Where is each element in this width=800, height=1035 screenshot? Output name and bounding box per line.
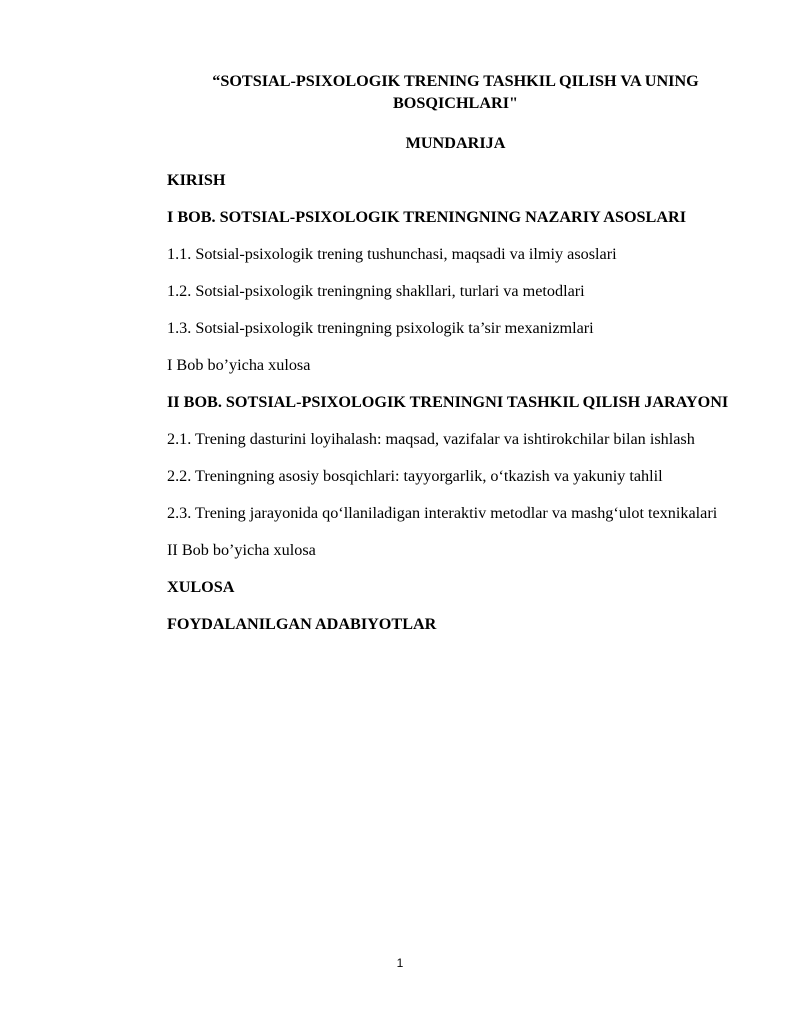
toc-entry-kirish: KIRISH: [167, 171, 226, 189]
toc-entry-chapter-2-summary: II Bob bo’yicha xulosa: [167, 541, 316, 559]
document-content: [111, 70, 744, 650]
contents-heading: MUNDARIJA: [405, 134, 506, 152]
toc-entry-references: FOYDALANILGAN ADABIYOTLAR: [167, 615, 437, 633]
toc-entry-1-3: 1.3. Sotsial-psixologik treningning psixologik ta’sir mexanizmlari: [167, 319, 594, 337]
toc-entry-2-1: 2.1. Trening dasturini loyihalash: maqsad, vazifalar va ishtirokchilar bilan ishlash: [167, 430, 695, 448]
toc-entry-1-2: 1.2. Sotsial-psixologik treningning shakllari, turlari va metodlari: [167, 282, 585, 300]
toc-entry-chapter-2: II BOB. SOTSIAL-PSIXOLOGIK TRENINGNI TASHKIL QILISH JARAYONI: [167, 393, 729, 411]
toc-entry-2-2: 2.2. Treningning asosiy bosqichlari: tayyorgarlik, o‘tkazish va yakuniy tahlil: [167, 467, 663, 485]
toc-entry-1-1: 1.1. Sotsial-psixologik trening tushunchasi, maqsadi va ilmiy asoslari: [167, 245, 617, 263]
toc-entry-xulosa: XULOSA: [167, 578, 235, 596]
document-title: “SOTSIAL-PSIXOLOGIK TRENING TASHKIL QILISH VA UNING BOSQICHLARI": [212, 72, 699, 112]
toc-entry-2-3: 2.3. Trening jarayonida qo‘llaniladigan interaktiv metodlar va mashg‘ulot texnikalari: [167, 504, 718, 522]
page-number: 1: [396, 956, 404, 970]
toc-entry-chapter-1-summary: I Bob bo’yicha xulosa: [167, 356, 311, 374]
toc-entry-chapter-1: I BOB. SOTSIAL-PSIXOLOGIK TRENINGNING NAZARIY ASOSLARI: [167, 208, 687, 226]
